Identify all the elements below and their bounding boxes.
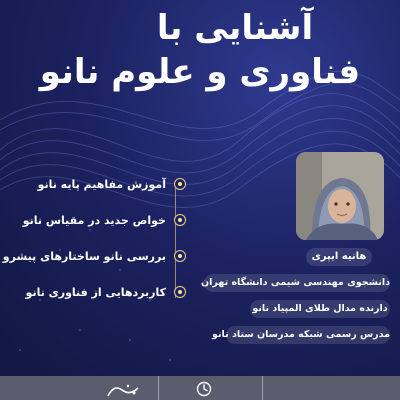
title-line-2: فناوری و علوم نانو [39,52,361,92]
bullet-dot-icon [174,286,186,298]
topic-text: خواص جدید در مقیاس نانو [22,214,166,227]
topic-text: آموزش مفاهیم پایه نانو [37,178,166,191]
bullet-dot-icon [174,250,186,262]
topic-item [0,176,178,194]
logo-icon [104,380,144,400]
bottom-divider [262,376,263,400]
speaker-photo [296,152,384,240]
bullet-dot-icon [174,178,186,190]
clock-icon [196,381,212,397]
speaker-detail: دارنده مدال طلای المپیاد نانو [250,300,390,318]
topics-connector [175,188,176,298]
topic-item [0,212,178,230]
title-line-1: آشنایی با [156,8,314,48]
speaker-photo-figure [296,152,384,240]
speaker-detail: دانشجوی مهندسی شیمی دانشگاه تهران [204,274,390,292]
speaker-detail: مدرس رسمی شبکه مدرسان ستاد نانو [226,326,390,344]
bullet-dot-icon [174,214,186,226]
speaker-name: هانیه ایپری [306,248,372,266]
bottom-divider [158,376,159,400]
topic-item [0,284,178,302]
topic-text: بررسی نانو ساختارهای پیشرو [2,250,166,263]
topic-item [0,248,178,266]
topic-text: کاربردهایی از فناوری نانو [25,286,166,299]
